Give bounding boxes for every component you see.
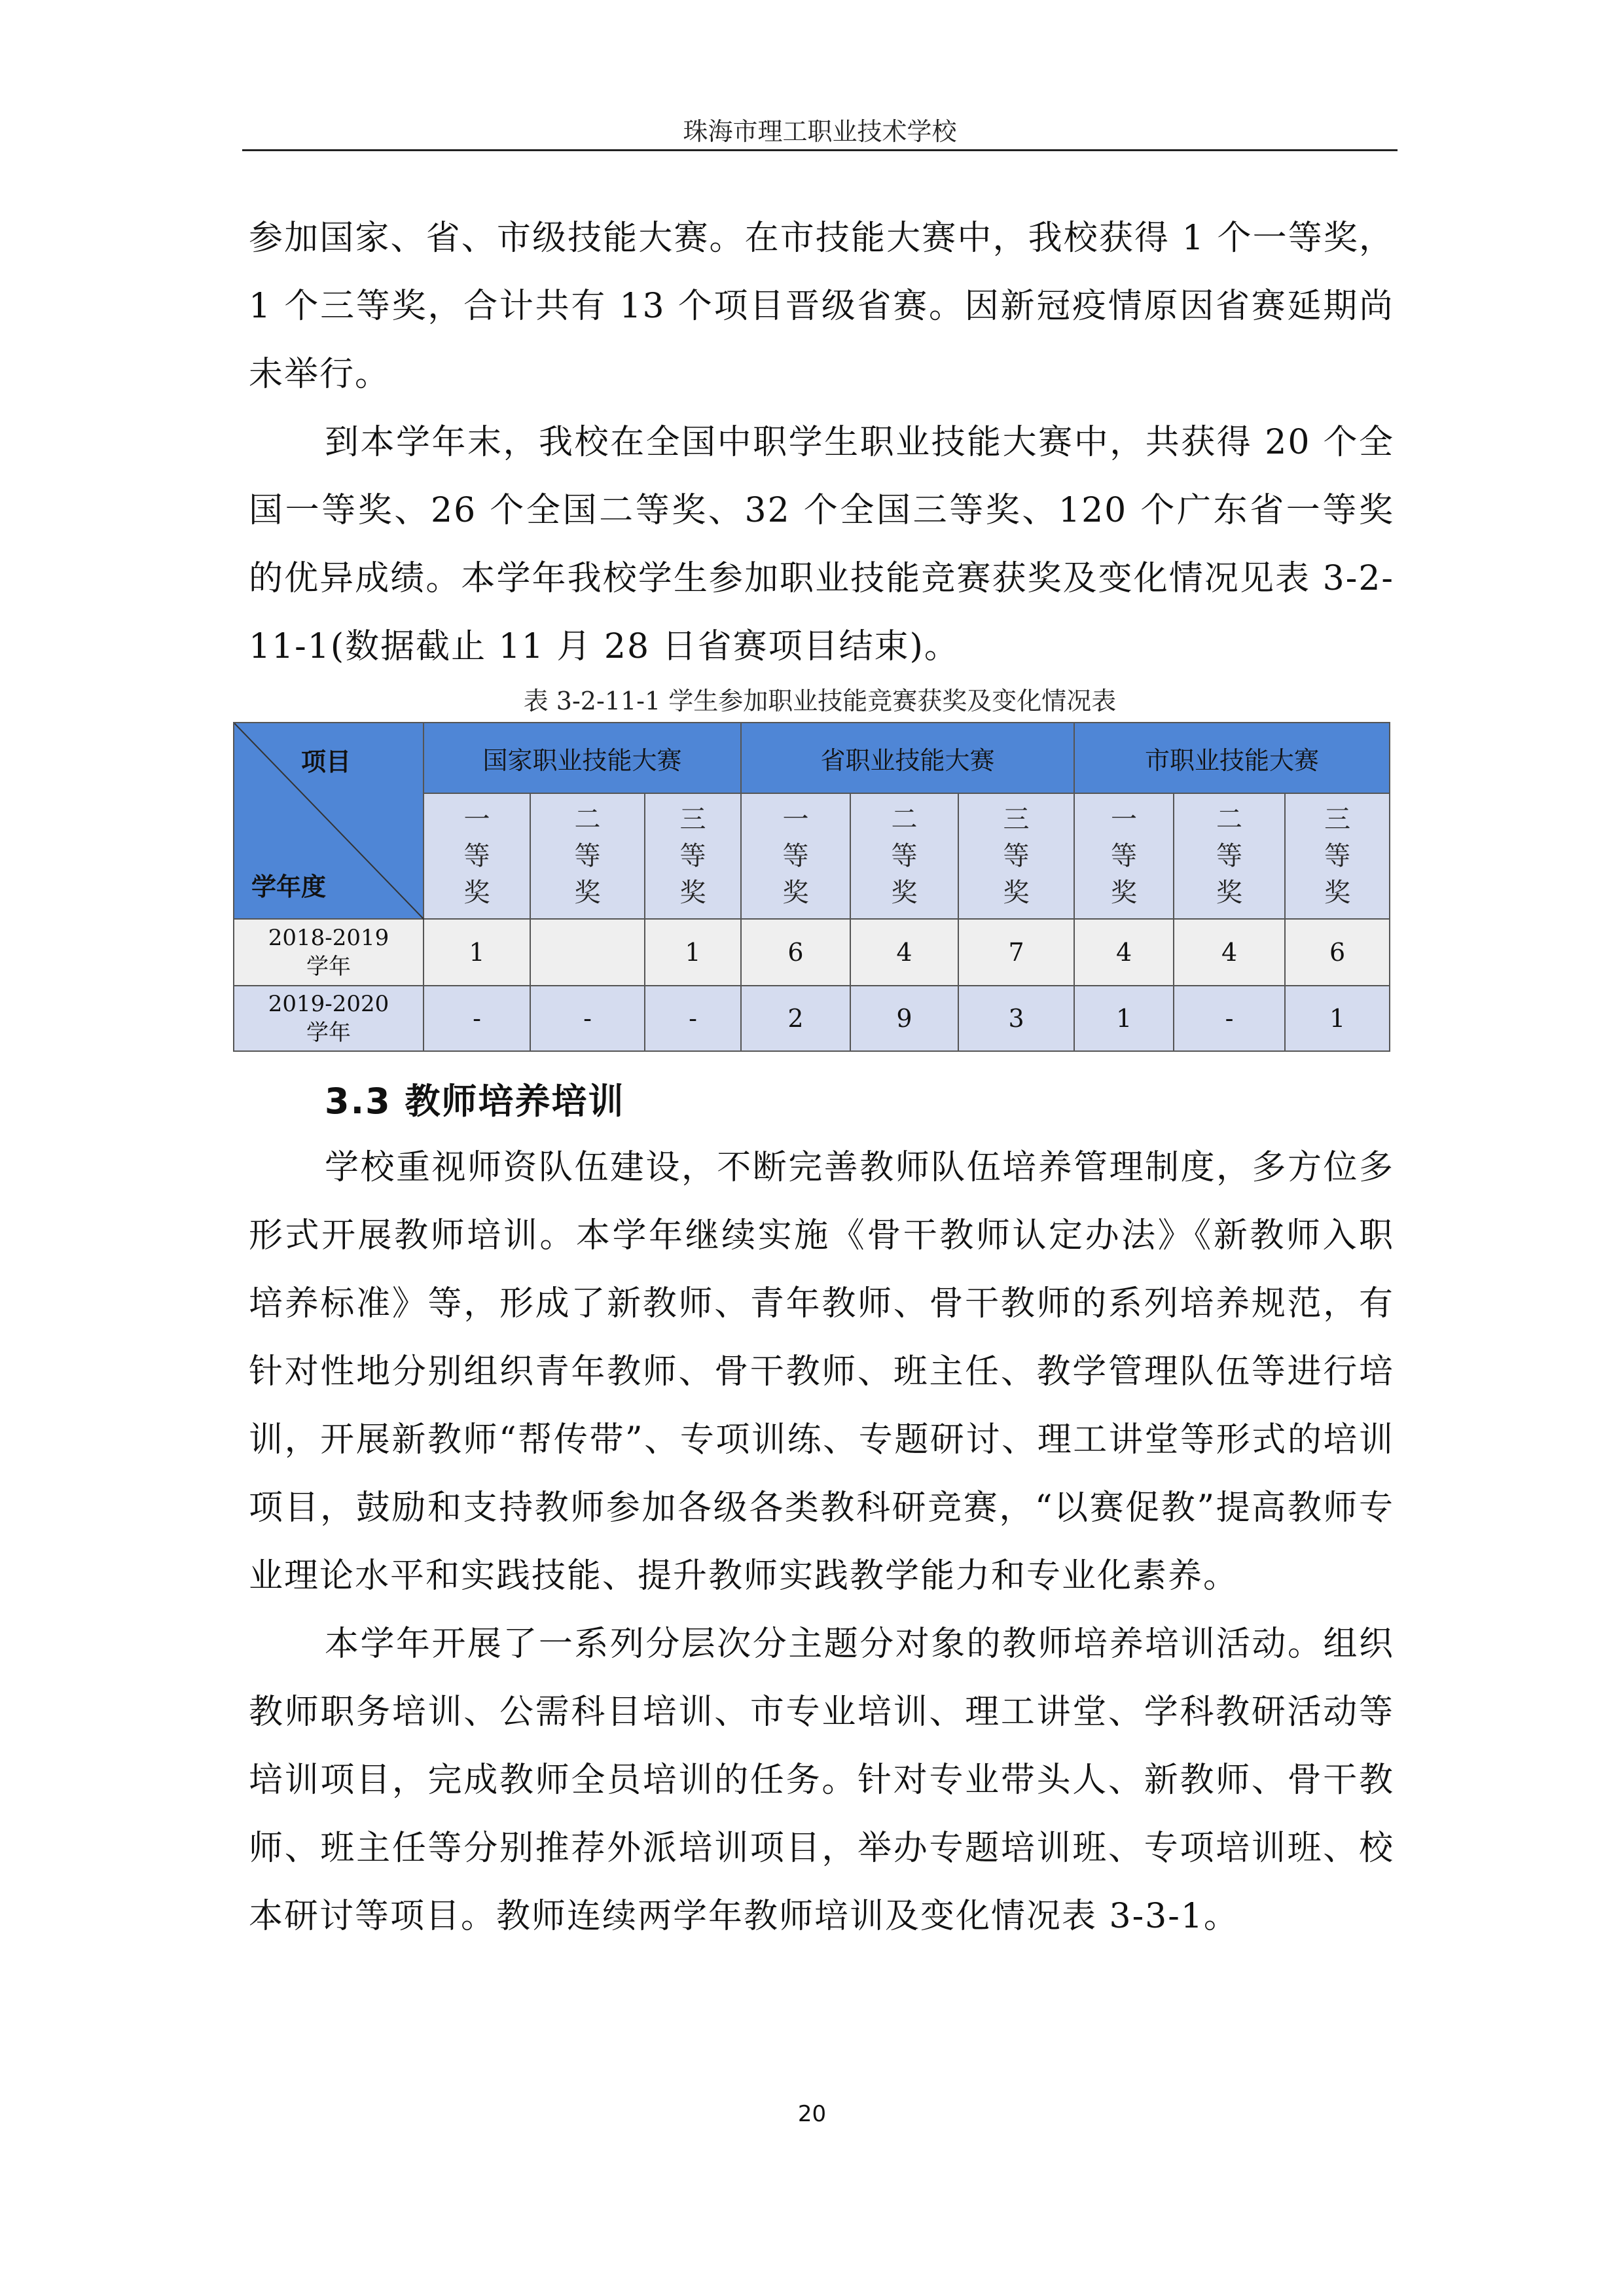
value-cell: 4 (1074, 919, 1174, 986)
value-cell: 6 (741, 919, 850, 986)
value-cell: 4 (850, 919, 958, 986)
paragraph: 参加国家、省、市级技能大赛。在市技能大赛中，我校获得 1 个一等奖，1 个三等奖，合计共有 13 个项目晋级省赛。因新冠疫情原因省赛延期尚未举行。 (249, 219, 1394, 394)
value-cell: 9 (850, 986, 958, 1051)
group-header-national: 国家职业技能大赛 (424, 723, 741, 793)
grade-header: 一 等 奖 (741, 793, 850, 919)
value-cell: 7 (958, 919, 1074, 986)
value-cell: 1 (645, 919, 741, 986)
grade-header: 三 等 奖 (645, 793, 741, 919)
corner-label-year: 学年度 (251, 872, 327, 901)
header-divider (242, 149, 1398, 151)
grade-header: 三 等 奖 (958, 793, 1074, 919)
value-cell: 1 (1074, 986, 1174, 1051)
grade-header: 二 等 奖 (530, 793, 645, 919)
value-cell: 1 (424, 919, 530, 986)
grade-header: 二 等 奖 (1174, 793, 1285, 919)
value-cell: 3 (958, 986, 1074, 1051)
page-header: 珠海市理工职业技术学校 (683, 117, 957, 146)
corner-label-project: 项目 (300, 747, 351, 776)
page-number: 20 (797, 2101, 827, 2127)
table-row (234, 919, 1390, 986)
grade-header: 三 等 奖 (1285, 793, 1390, 919)
paragraph: 本学年开展了一系列分层次分主题分对象的教师培养培训活动。组织教师职务培训、公需科目培训、市专业培训、理工讲堂、学科教研活动等培训项目，完成教师全员培训的任务。针对专业带头人、新教师、骨干教师、班主任等分别推荐外派培训项目，举办专题培训班、专项培训班、校本研讨等项目。教师连续两学年教师培训及变化情况表 3-3-1。 (249, 1624, 1394, 1936)
year-cell: 2019-2020 学年 (234, 986, 424, 1051)
value-cell: 1 (1285, 986, 1390, 1051)
section-heading: 3.3 教师培养培训 (325, 1081, 625, 1122)
value-cell: 6 (1285, 919, 1390, 986)
group-header-city: 市职业技能大赛 (1074, 723, 1390, 793)
value-cell: - (1174, 986, 1285, 1051)
value-cell (530, 919, 645, 986)
group-header-provincial: 省职业技能大赛 (741, 723, 1074, 793)
table-row (234, 986, 1390, 1051)
award-table (233, 722, 1390, 1052)
paragraph: 学校重视师资队伍建设，不断完善教师队伍培养管理制度，多方位多形式开展教师培训。本学年继续实施《骨干教师认定办法》《新教师入职培养标准》等，形成了新教师、青年教师、骨干教师的系列培养规范，有针对性地分别组织青年教师、骨干教师、班主任、教学管理队伍等进行培训，开展新教师“帮传带”、专项训练、专题研讨、理工讲堂等形式的培训项目，鼓励和支持教师参加各级各类教科研竞赛，“以赛促教”提高教师专业理论水平和实践技能、提升教师实践教学能力和专业化素养。 (249, 1148, 1394, 1596)
table-corner-cell (234, 723, 424, 919)
table-caption: 表 3-2-11-1 学生参加职业技能竞赛获奖及变化情况表 (523, 687, 1117, 715)
section-paragraphs (249, 1134, 1394, 1950)
value-cell: - (424, 986, 530, 1051)
paragraph: 到本学年末，我校在全国中职学生职业技能大赛中，共获得 20 个全国一等奖、26 个全国二等奖、32 个全国三等奖、120 个广东省一等奖的优异成绩。本学年我校学生参加职业技能竞赛获奖及变化情况见表 3-2-11-1(数据截止 11 月 28 日省赛项目结束)。 (249, 423, 1394, 666)
grade-header: 一 等 奖 (1074, 793, 1174, 919)
grade-header: 一 等 奖 (424, 793, 530, 919)
grade-header: 二 等 奖 (850, 793, 958, 919)
value-cell: 2 (741, 986, 850, 1051)
year-cell: 2018-2019 学年 (234, 919, 424, 986)
value-cell: - (645, 986, 741, 1051)
value-cell: 4 (1174, 919, 1285, 986)
intro-paragraphs (249, 204, 1394, 681)
value-cell: - (530, 986, 645, 1051)
